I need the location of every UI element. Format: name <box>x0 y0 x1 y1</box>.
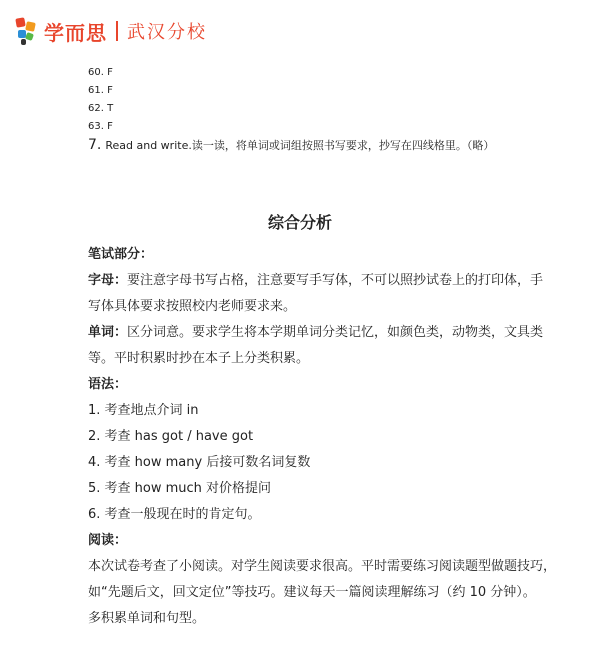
letters-label: 字母： <box>88 273 128 288</box>
analysis-content <box>88 242 588 632</box>
reading-text: 如“先题后文，回文定位”等技巧。建议每天一篇阅读理解练习（约 10 分钟）。 <box>88 585 536 600</box>
answer-item: 63. F <box>88 121 113 132</box>
grammar-item: 4. 考查 how many 后接可数名词复数 <box>88 455 311 470</box>
reading-text: 多积累单词和句型。 <box>88 611 206 626</box>
brand-name: 学而思 <box>44 20 107 45</box>
words-label: 单词： <box>88 325 128 340</box>
grammar-item: 1. 考查地点介词 in <box>88 403 199 418</box>
grammar-item: 6. 考查一般现在时的肯定句。 <box>88 507 261 522</box>
answer-item: 62. T <box>88 103 114 114</box>
answer-list <box>88 64 113 136</box>
grammar-heading: 语法： <box>88 377 128 392</box>
section-title: 综合分析 <box>267 213 332 232</box>
words-text: 区分词意。要求学生将本学期单词分类记忆，如颜色类，动物类，文具类 <box>127 325 544 340</box>
reading-heading: 阅读： <box>88 533 128 548</box>
answer-item: 61. F <box>88 85 113 96</box>
reading-text: 本次试卷考查了小阅读。对学生阅读要求很高。平时需要练习阅读题型做题技巧， <box>88 559 557 574</box>
words-text-cont: 等。平时积累时抄在本子上分类积累。 <box>88 351 310 366</box>
school-name: 武汉分校 <box>127 22 207 43</box>
written-heading: 笔试部分： <box>88 247 154 262</box>
question-text: Read and write.读一读，将单词或词组按照书写要求，抄写在四线格里。（略） <box>105 139 495 152</box>
letters-paragraph <box>88 268 588 294</box>
answer-item: 60. F <box>88 67 113 78</box>
question-number: 7. <box>88 137 102 153</box>
header <box>14 14 207 48</box>
brand-divider <box>116 21 118 41</box>
logo-icon <box>14 16 40 46</box>
letters-text-cont: 写体具体要求按照校内老师要求来。 <box>88 299 297 314</box>
words-paragraph <box>88 320 588 346</box>
grammar-item: 5. 考查 how much 对价格提问 <box>88 481 272 496</box>
letters-text: 要注意字母书写占格，注意要写手写体，不可以照抄试卷上的打印体，手 <box>127 273 544 288</box>
grammar-item: 2. 考查 has got / have got <box>88 429 254 444</box>
question-7 <box>88 136 494 155</box>
